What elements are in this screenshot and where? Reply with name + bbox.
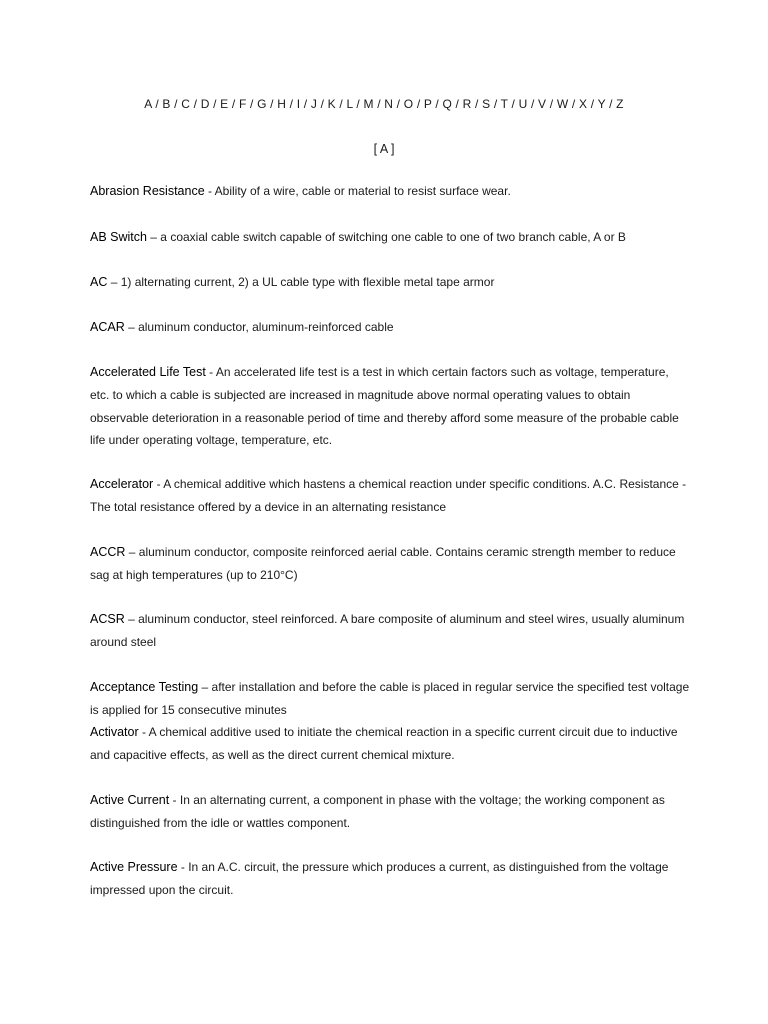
entry-definition: - A chemical additive which hastens a chemical reaction under specific conditions. A.C. Resistance - The total resistance offered by a device in an alternating resistance <box>90 477 687 514</box>
entry-term: Abrasion Resistance <box>90 184 205 198</box>
entry-definition: – a coaxial cable switch capable of switching one cable to one of two branch cable, A or B <box>146 230 626 244</box>
entry-definition: – 1) alternating current, 2) a UL cable type with flexible metal tape armor <box>107 275 495 289</box>
entry-definition: – after installation and before the cable is placed in regular service the specified test voltage is applied for 15 consecutive minutes <box>90 680 690 717</box>
glossary-entry <box>90 608 690 654</box>
entry-term: ACSR <box>90 612 125 626</box>
glossary-entry <box>90 856 690 902</box>
entry-term: AB Switch <box>90 230 147 244</box>
alphabet-index[interactable]: A / B / C / D / E / F / G / H / I / J / K / L / M / N / O / P / Q / R / S / T / U / V / W / X / Y / Z <box>144 97 624 111</box>
entry-term: Active Current <box>90 793 170 807</box>
entry-definition: - An accelerated life test is a test in which certain factors such as voltage, temperature, etc. to which a cable is subjected are increased in magnitude above normal operating values to obtain observable deterioration in a reasonable period of time and thereby afford some measure of the probable cable life under operating voltage, temperature, etc. <box>90 365 679 448</box>
entry-term: AC <box>90 275 108 289</box>
section-heading: [ A ] <box>373 142 395 156</box>
entry-definition: – aluminum conductor, composite reinforced aerial cable. Contains ceramic strength member to reduce sag at high temperatures (up to 210°C) <box>90 545 676 582</box>
entry-term: Acceptance Testing <box>90 680 199 694</box>
entry-definition: - A chemical additive used to initiate the chemical reaction in a specific current circuit due to inductive and capacitive effects, as well as the direct current chemical mixture. <box>90 725 678 762</box>
entry-definition: - In an A.C. circuit, the pressure which produces a current, as distinguished from the voltage impressed upon the circuit. <box>90 860 669 897</box>
glossary-entry <box>90 226 690 249</box>
entry-term: ACCR <box>90 545 126 559</box>
entry-definition: - In an alternating current, a component in phase with the voltage; the working component as distinguished from the idle or wattles component. <box>90 793 665 830</box>
entry-term: Accelerated Life Test <box>90 365 206 379</box>
entry-term: Activator <box>90 725 139 739</box>
glossary-entry <box>90 473 690 519</box>
glossary-entry <box>90 789 690 835</box>
entry-definition: – aluminum conductor, aluminum-reinforced cable <box>124 320 394 334</box>
glossary-entry <box>90 271 690 294</box>
entry-term: Accelerator <box>90 477 154 491</box>
glossary-entry <box>90 541 690 587</box>
glossary-entry <box>90 180 690 203</box>
glossary-entry <box>90 316 690 339</box>
entry-definition: - Ability of a wire, cable or material to resist surface wear. <box>204 184 511 198</box>
entry-definition: – aluminum conductor, steel reinforced. A bare composite of aluminum and steel wires, usually aluminum around steel <box>90 612 685 649</box>
entry-term: ACAR <box>90 320 125 334</box>
glossary-entry <box>90 361 690 452</box>
entry-term: Active Pressure <box>90 860 178 874</box>
glossary-entry <box>90 721 690 767</box>
glossary-entry <box>90 676 690 722</box>
